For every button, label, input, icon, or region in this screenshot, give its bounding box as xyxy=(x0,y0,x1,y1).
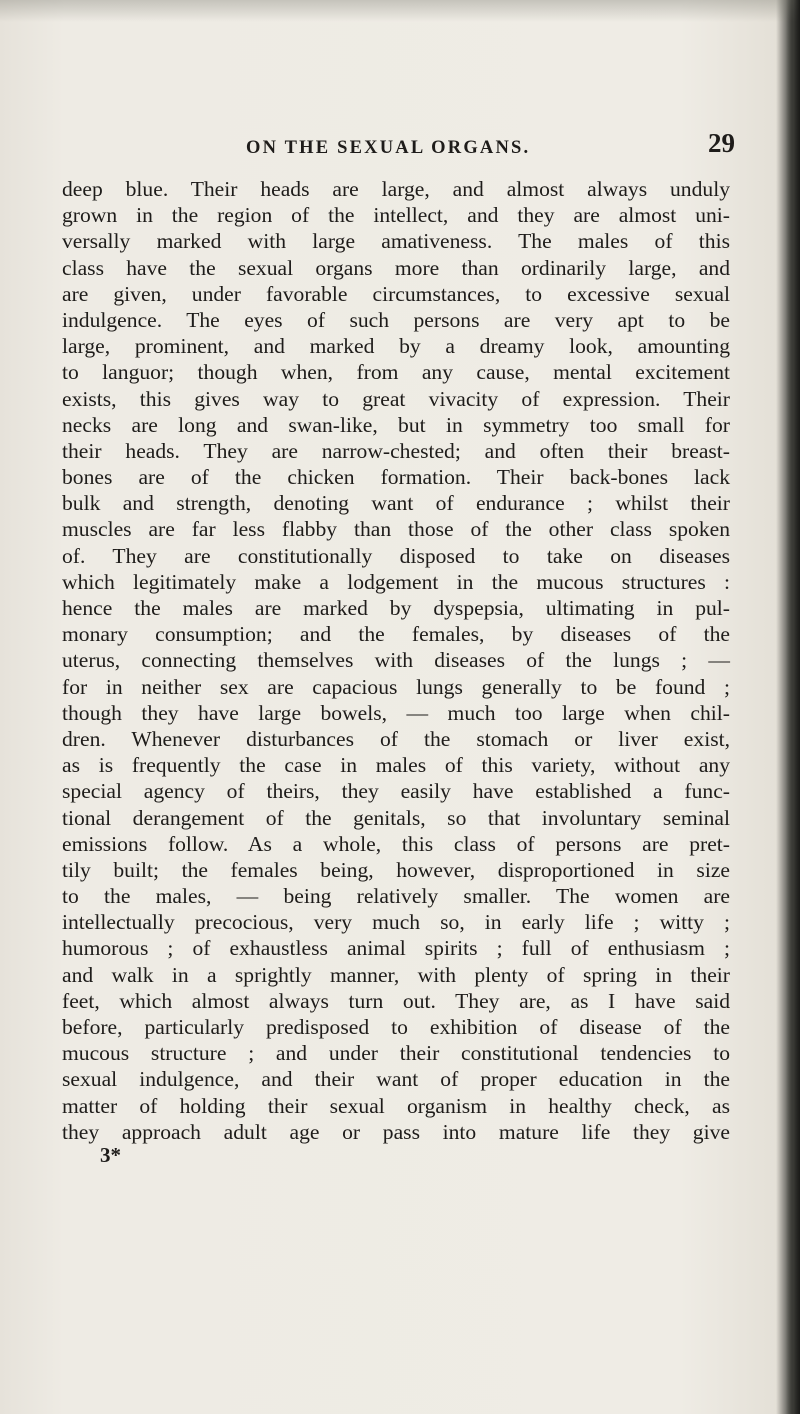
text-line: large, prominent, and marked by a dreamy look, amounting xyxy=(62,334,730,359)
text-line: deep blue. Their heads are large, and almost always unduly xyxy=(62,177,730,201)
page-number: 29 xyxy=(708,128,735,158)
text-line: dren. Whenever disturbances of the stomach or liver exist, xyxy=(62,726,730,751)
text-line: indulgence. The eyes of such persons are very apt to be xyxy=(62,307,730,332)
text-line: bulk and strength, denoting want of endurance ; whilst their xyxy=(62,491,730,516)
text-line: special agency of theirs, they easily have established a func- xyxy=(62,779,730,804)
text-line: intellectually precocious, very much so, in early life ; witty ; xyxy=(62,910,730,935)
text-line: tily built; the females being, however, disproportioned in size xyxy=(62,857,730,882)
text-line: and walk in a sprightly manner, with plenty of spring in their xyxy=(62,962,730,987)
text-line: tional derangement of the genitals, so that involuntary seminal xyxy=(62,805,730,830)
page-edge-shadow xyxy=(786,0,800,1414)
text-line: are given, under favorable circumstances, to excessive sexual xyxy=(62,281,730,306)
body-text xyxy=(62,176,730,1145)
text-line: their heads. They are narrow-chested; and often their breast- xyxy=(62,438,730,463)
text-line: for in neither sex are capacious lungs generally to be found ; xyxy=(62,674,730,699)
text-line: necks are long and swan-like, but in symmetry too small for xyxy=(62,412,730,437)
text-line: mucous structure ; and under their constitutional tendencies to xyxy=(62,1041,730,1066)
top-edge-shadow xyxy=(0,0,800,22)
text-line: emissions follow. As a whole, this class of persons are pret- xyxy=(62,831,730,856)
text-line: class have the sexual organs more than ordinarily large, and xyxy=(62,255,730,280)
text-line: though they have large bowels, — much too large when chil- xyxy=(62,700,730,725)
text-line: grown in the region of the intellect, and they are almost uni- xyxy=(62,203,730,228)
text-line: sexual indulgence, and their want of proper education in the xyxy=(62,1067,730,1092)
text-line: feet, which almost always turn out. They are, as I have said xyxy=(62,988,730,1013)
text-line: as is frequently the case in males of this variety, without any xyxy=(62,753,730,778)
signature-mark: 3* xyxy=(100,1142,121,1167)
text-line: muscles are far less flabby than those of the other class spoken xyxy=(62,517,730,542)
text-line: monary consumption; and the females, by diseases of the xyxy=(62,622,730,647)
text-line: bones are of the chicken formation. Their back-bones lack xyxy=(62,465,730,490)
text-line: they approach adult age or pass into mature life they give xyxy=(62,1119,730,1144)
running-head: ON THE SEXUAL ORGANS. xyxy=(246,138,531,158)
text-line: versally marked with large amativeness. The males of this xyxy=(62,229,730,254)
text-line: hence the males are marked by dyspepsia, ultimating in pul- xyxy=(62,596,730,620)
text-line: before, particularly predisposed to exhibition of disease of the xyxy=(62,1015,730,1039)
text-line: to the males, — being relatively smaller. The women are xyxy=(62,884,730,909)
text-line: exists, this gives way to great vivacity of expression. Their xyxy=(62,386,730,411)
text-line: uterus, connecting themselves with diseases of the lungs ; — xyxy=(62,648,730,673)
text-line: of. They are constitutionally disposed to take on diseases xyxy=(62,543,730,568)
text-line: which legitimately make a lodgement in the mucous structures : xyxy=(62,569,730,594)
text-line: matter of holding their sexual organism in healthy check, as xyxy=(62,1093,730,1118)
text-line: to languor; though when, from any cause, mental excitement xyxy=(62,360,730,385)
text-line: humorous ; of exhaustless animal spirits ; full of enthusiasm ; xyxy=(62,936,730,961)
